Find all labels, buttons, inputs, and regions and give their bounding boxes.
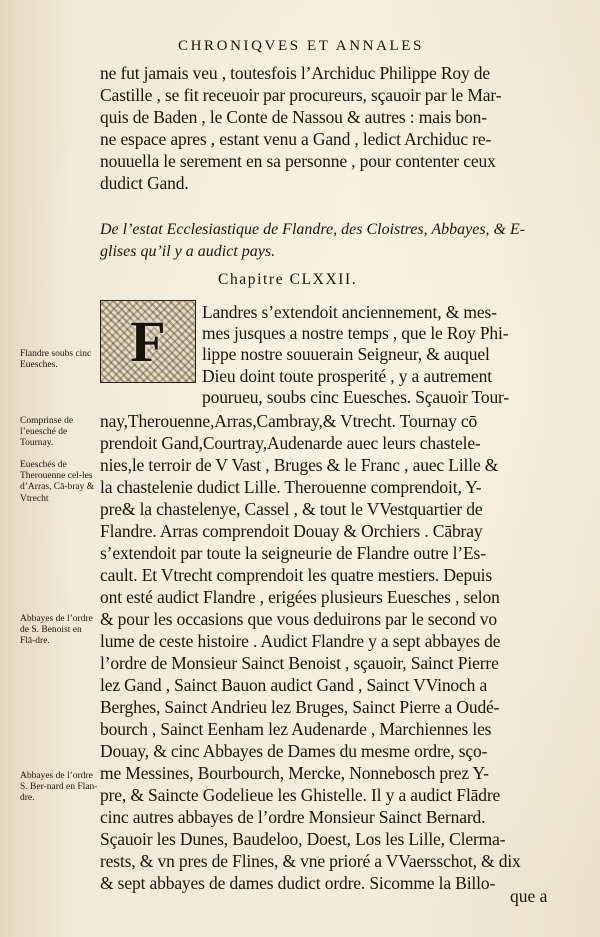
text-line: s’extendoit par toute la seigneurie de Flandre outre l’Es- bbox=[100, 543, 486, 563]
text-line: Flandre. Arras comprendoit Douay & Orchiers . Cābray bbox=[100, 521, 483, 541]
text-line: prendoit Gand,Courtray,Audenarde auec leurs chastele- bbox=[100, 433, 481, 453]
text-line: pre, & Saincte Godelieue les Ghistelle. Il y a audict Flādre bbox=[100, 785, 501, 805]
margin-note: Eueschés de Therouenne cel-les d’Arras, Cā-bray & Vtrecht bbox=[20, 460, 95, 504]
text-line: pre& la chastelenye, Cassel , & tout le VVestquartier de bbox=[100, 499, 483, 519]
text-line: lippe nostre souuerain Seigneur, & auquel bbox=[202, 344, 490, 364]
section-title-line: glises qu’il y a audict pays. bbox=[100, 243, 276, 260]
section-title-line: De l’estat Ecclesiastique de Flandre, des Cloistres, Abbayes, & E- bbox=[100, 221, 526, 238]
text-line: lume de ceste histoire . Audict Flandre y a sept abbayes de bbox=[100, 631, 501, 651]
initial-letter: F bbox=[130, 309, 166, 374]
text-line: & pour les occasions que vous deduirons par le second vo bbox=[100, 609, 497, 629]
text-line: Sçauoir les Dunes, Baudeloo, Doest, Los les Lille, Clerma- bbox=[100, 829, 506, 849]
text-line: nies,le terroir de V Vast , Bruges & le Franc , auec Lille & bbox=[100, 455, 499, 475]
text-line: nouuella le serement en sa personne , pour contenter ceux bbox=[100, 151, 496, 171]
text-line: Dieu doint toute prosperité , y a autrement bbox=[202, 366, 492, 386]
text-line: ne fut jamais veu , toutesfois l’Archiduc Philippe Roy de bbox=[100, 63, 490, 83]
text-line: me Messines, Bourbourch, Mercke, Nonnebosch prez Y- bbox=[100, 763, 489, 783]
text-line: quis de Baden , le Conte de Nassou & autres : mais bon- bbox=[100, 107, 487, 127]
text-line: ont esté audict Flandre , erigées plusieurs Euesches , selon bbox=[100, 587, 500, 607]
chapter-heading: Chapitre CLXXII. bbox=[218, 271, 358, 288]
text-line: dudict Gand. bbox=[100, 173, 189, 193]
running-header: CHRONIQVES ET ANNALES bbox=[178, 38, 424, 54]
margin-note: Flandre soubs cinc Euesches. bbox=[20, 349, 92, 371]
text-line: mes jusques a nostre temps , que le Roy Phi- bbox=[202, 323, 509, 343]
text-line: la chastelenie dudict Lille. Therouenne comprendoit, Y- bbox=[100, 477, 482, 497]
decorated-initial bbox=[100, 300, 196, 383]
text-line: rests, & vn pres de Flines, & vne prioré a VVaersschot, & dix bbox=[100, 851, 521, 871]
catchword: que a bbox=[510, 886, 548, 906]
margin-note: Comprinse de l’euesché de Tournay. bbox=[20, 416, 74, 449]
text-line: cinc autres abbayes de l’ordre Monsieur Sainct Bernard. bbox=[100, 807, 486, 827]
text-line: lez Gand , Sainct Bauon audict Gand , Sainct VVinoch a bbox=[100, 675, 488, 695]
text-line: Castille , se fit receuoir par procureurs, sçauoir par le Mar- bbox=[100, 85, 502, 105]
text-line: bourch , Sainct Eenham lez Audenarde , Marchiennes les bbox=[100, 719, 492, 739]
text-line: Landres s’extendoit anciennement, & mes- bbox=[202, 302, 497, 322]
text-line: cault. Et Vtrecht comprendoit les quatre mestiers. Depuis bbox=[100, 565, 493, 585]
margin-note: Abbayes de l’ordre de S. Benoist en Flā-dre. bbox=[20, 614, 93, 647]
text-line: & sept abbayes de dames dudict ordre. Sicomme la Billo- bbox=[100, 873, 496, 893]
text-line: nay,Therouenne,Arras,Cambray,& Vtrecht. Tournay cō bbox=[100, 411, 478, 431]
text-line: l’ordre de Monsieur Sainct Benoist , sçauoir, Sainct Pierre bbox=[100, 653, 499, 673]
text-line: pourueu, soubs cinc Euesches. Sçauoir Tour- bbox=[202, 387, 510, 407]
margin-note: Abbayes de l’ordre S. Ber-nard en Flan-dre. bbox=[20, 771, 98, 804]
text-line: ne espace apres , estant venu a Gand , ledict Archiduc re- bbox=[100, 129, 492, 149]
text-line: Douay, & cinc Abbayes de Dames du mesme ordre, sço- bbox=[100, 741, 488, 761]
text-line: Berghes, Sainct Andrieu lez Bruges, Sainct Pierre a Oudé- bbox=[100, 697, 500, 717]
